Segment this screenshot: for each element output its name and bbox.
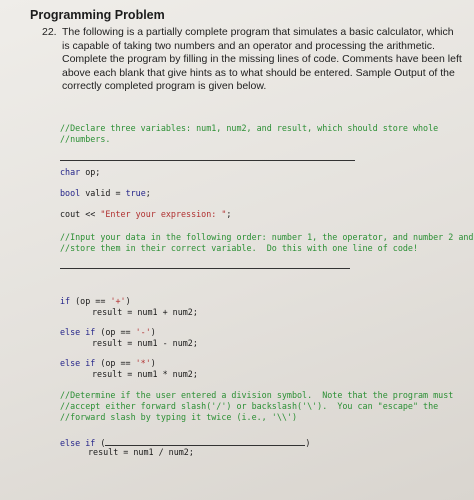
problem-number: 22. [42,26,57,38]
code-string: '+' [110,296,126,306]
code-elseif-minus [60,327,156,338]
code-keyword: else if [60,438,96,448]
code-keyword: char [60,167,81,177]
code-text: op; [80,167,101,177]
code-text: ) [150,358,156,368]
answer-blank-1[interactable] [60,160,355,161]
code-comment-input-line1: //Input your data in the following order: number 1, the operator, and number 2 and [60,232,474,242]
code-text: (op == [70,296,111,306]
code-text: (op == [95,327,136,337]
code-text: ; [145,188,151,198]
code-literal: true [125,188,146,198]
code-result-multiply: result = num1 * num2; [92,369,198,379]
code-result-add: result = num1 + num2; [92,307,198,317]
code-comment-division-line1: //Determine if the user entered a division symbol. Note that the program must [60,390,454,400]
code-bool-declaration [60,188,151,199]
answer-blank-3[interactable] [105,436,305,446]
code-text: cout << [60,209,101,219]
code-string: '*' [135,358,151,368]
code-text: ) [125,296,131,306]
code-text: ) [150,327,156,337]
code-result-subtract: result = num1 - num2; [92,338,198,348]
code-comment-division-line3: //forward slash by typing it twice (i.e., '\\') [60,412,297,422]
code-comment-declare-line1: //Declare three variables: num1, num2, and result, which should store whole [60,123,439,133]
code-string: "Enter your expression: " [100,209,227,219]
problem-description: The following is a partially complete program that simulates a basic calculator, which is capable of taking two numbers and an operator and processing the arithmetic. Complete the program by filling in the missing lines of code. Comments have been left above each blank that give hints as to what should be entered. Sample Output of the correctly completed program is given below. [62,26,462,92]
code-text: (op == [95,358,136,368]
code-text: ( [95,438,106,448]
code-keyword: else if [60,327,96,337]
code-keyword: bool [60,188,81,198]
code-comment-input-line2: //store them in their correct variable. Do this with one line of code! [60,243,418,253]
code-text: ; [226,209,232,219]
code-comment-division-line2: //accept either forward slash('/') or backslash('\'). You can "escape" the [60,401,439,411]
code-keyword: else if [60,358,96,368]
code-text: ) [305,438,311,448]
code-elseif-multiply [60,358,156,369]
code-text: valid = [80,188,126,198]
code-char-declaration [60,167,100,178]
code-cout-statement [60,209,231,220]
code-string: '-' [135,327,151,337]
code-keyword: if [60,296,71,306]
code-comment-declare-line2: //numbers. [60,134,111,144]
answer-blank-2[interactable] [60,268,350,269]
code-if-plus [60,296,131,307]
page-heading: Programming Problem [30,8,165,22]
code-result-divide: result = num1 / num2; [88,447,194,457]
